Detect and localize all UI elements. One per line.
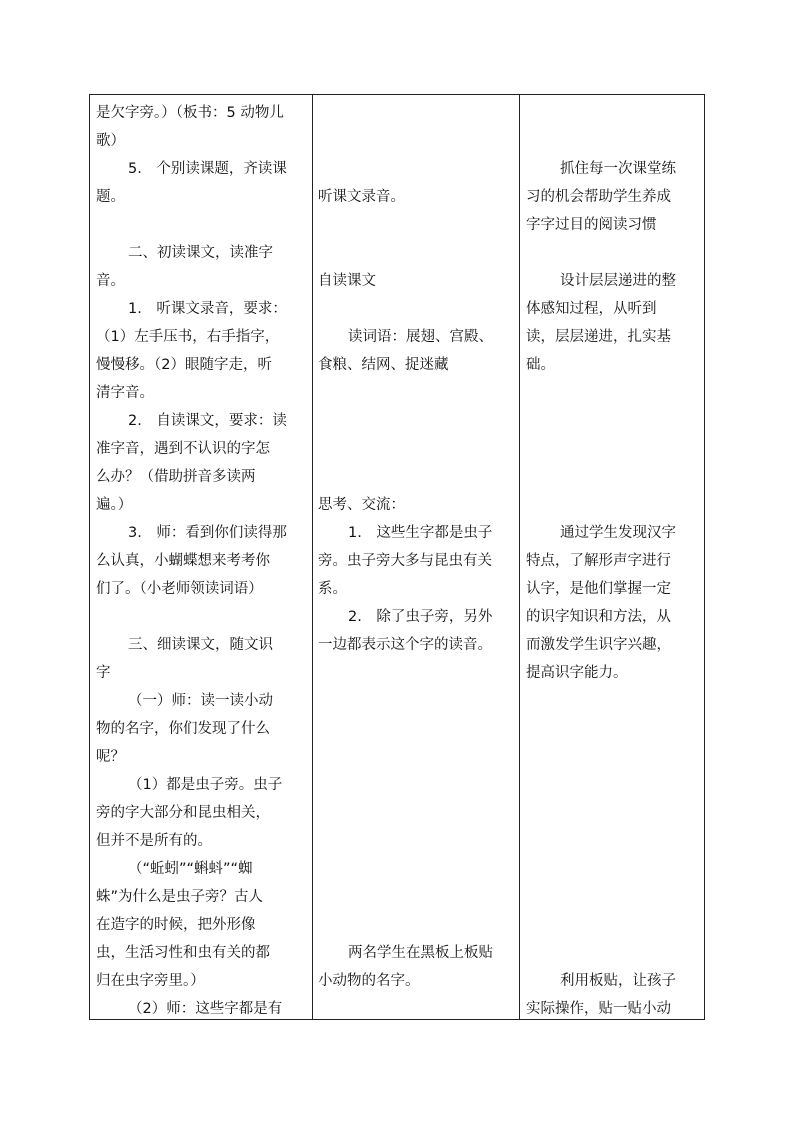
teacher-text-line: 么办？（借助拼音多读两: [96, 469, 256, 485]
teacher-text-line: （“蚯蚓”“蝌蚪”“蜘: [128, 861, 253, 877]
teacher-text-line: 在造字的时候，把外形像: [96, 917, 256, 933]
column-divider: [312, 95, 313, 1019]
teacher-text-line: 么认真，小蝴蝶想来考考你: [96, 553, 270, 569]
design-text-line: 实际操作，贴一贴小动: [526, 1001, 671, 1017]
design-text-line: 通过学生发现汉字: [560, 525, 676, 541]
design-text-line: 习的机会帮助学生养成: [526, 189, 671, 205]
design-text-line: 读，层层递进，扎实基: [526, 329, 671, 345]
teacher-text-line: （1）左手压书，右手指字，: [96, 329, 280, 345]
teacher-text-line: 音。: [96, 273, 125, 289]
student-text-line: 1. 这些生字都是虫子: [348, 525, 493, 541]
teacher-text-line: 蛛”为什么是虫子旁？古人: [96, 889, 264, 905]
teacher-text-line: 5. 个别读课题，齐读课: [128, 161, 287, 177]
teacher-text-line: 3. 师：看到你们读得那: [128, 525, 287, 541]
design-text-line: 提高识字能力。: [526, 665, 628, 681]
student-text-line: 食粮、结网、捉迷藏: [318, 357, 449, 373]
teacher-text-line: 三、细读课文，随文识: [128, 637, 273, 653]
design-text-line: 设计层层递进的整: [560, 273, 676, 289]
student-text-line: 旁。虫子旁大多与昆虫有关: [318, 553, 492, 569]
teacher-text-line: 准字音，遇到不认识的字怎: [96, 441, 270, 457]
teacher-text-line: 二、初读课文，读准字: [128, 245, 273, 261]
teacher-text-line: 字: [96, 665, 111, 681]
student-text-line: 读词语：展翅、宫殿、: [348, 329, 493, 345]
teacher-text-line: 旁的字大部分和昆虫相关，: [96, 805, 270, 821]
teacher-text-line: 慢慢移。（2）眼随字走，听: [96, 357, 272, 373]
design-text-line: 础。: [526, 357, 555, 373]
student-text-line: 小动物的名字。: [318, 973, 420, 989]
design-text-line: 抓住每一次课堂练: [560, 161, 676, 177]
teacher-text-line: （2）师：这些字都是有: [128, 1001, 283, 1017]
teacher-text-line: 呢？: [96, 749, 125, 765]
teacher-text-line: （1）都是虫子旁。虫子: [128, 777, 283, 793]
teacher-text-line: 物的名字，你们发现了什么: [96, 721, 270, 737]
teacher-text-line: 归在虫字旁里。）: [96, 973, 205, 989]
teacher-text-line: 虫，生活习性和虫有关的都: [96, 945, 270, 961]
teacher-text-line: 但并不是所有的。: [96, 833, 212, 849]
teacher-text-line: 题。: [96, 189, 125, 205]
column-divider: [519, 95, 520, 1019]
teacher-text-line: 们了。（小老师领读词语）: [96, 581, 263, 597]
student-text-line: 两名学生在黑板上板贴: [348, 945, 493, 961]
design-text-line: 的识字知识和方法，从: [526, 609, 671, 625]
student-text-line: 一边都表示这个字的读音。: [318, 637, 492, 653]
design-text-line: 而激发学生识字兴趣，: [526, 637, 671, 653]
student-text-line: 系。: [318, 581, 347, 597]
student-text-line: 2. 除了虫子旁，另外: [348, 609, 493, 625]
design-text-line: 字字过目的阅读习惯: [526, 217, 657, 233]
teacher-text-line: （一）师：读一读小动: [128, 693, 273, 709]
teacher-text-line: 1. 听课文录音，要求：: [128, 301, 287, 317]
teacher-text-line: 清字音。: [96, 385, 154, 401]
design-text-line: 特点，了解形声字进行: [526, 553, 671, 569]
teacher-text-line: 遍。）: [96, 497, 133, 513]
teacher-text-line: 2. 自读课文，要求：读: [128, 413, 287, 429]
student-text-line: 自读课文: [318, 273, 376, 289]
design-text-line: 认字，是他们掌握一定: [526, 581, 671, 597]
design-text-line: 利用板贴，让孩子: [560, 973, 676, 989]
student-text-line: 听课文录音。: [318, 189, 405, 205]
teacher-text-line: 是欠字旁。）（板书：5 动物儿: [96, 105, 284, 121]
student-text-line: 思考、交流：: [318, 497, 405, 513]
teacher-text-line: 歌）: [96, 133, 125, 149]
design-text-line: 体感知过程，从听到: [526, 301, 657, 317]
